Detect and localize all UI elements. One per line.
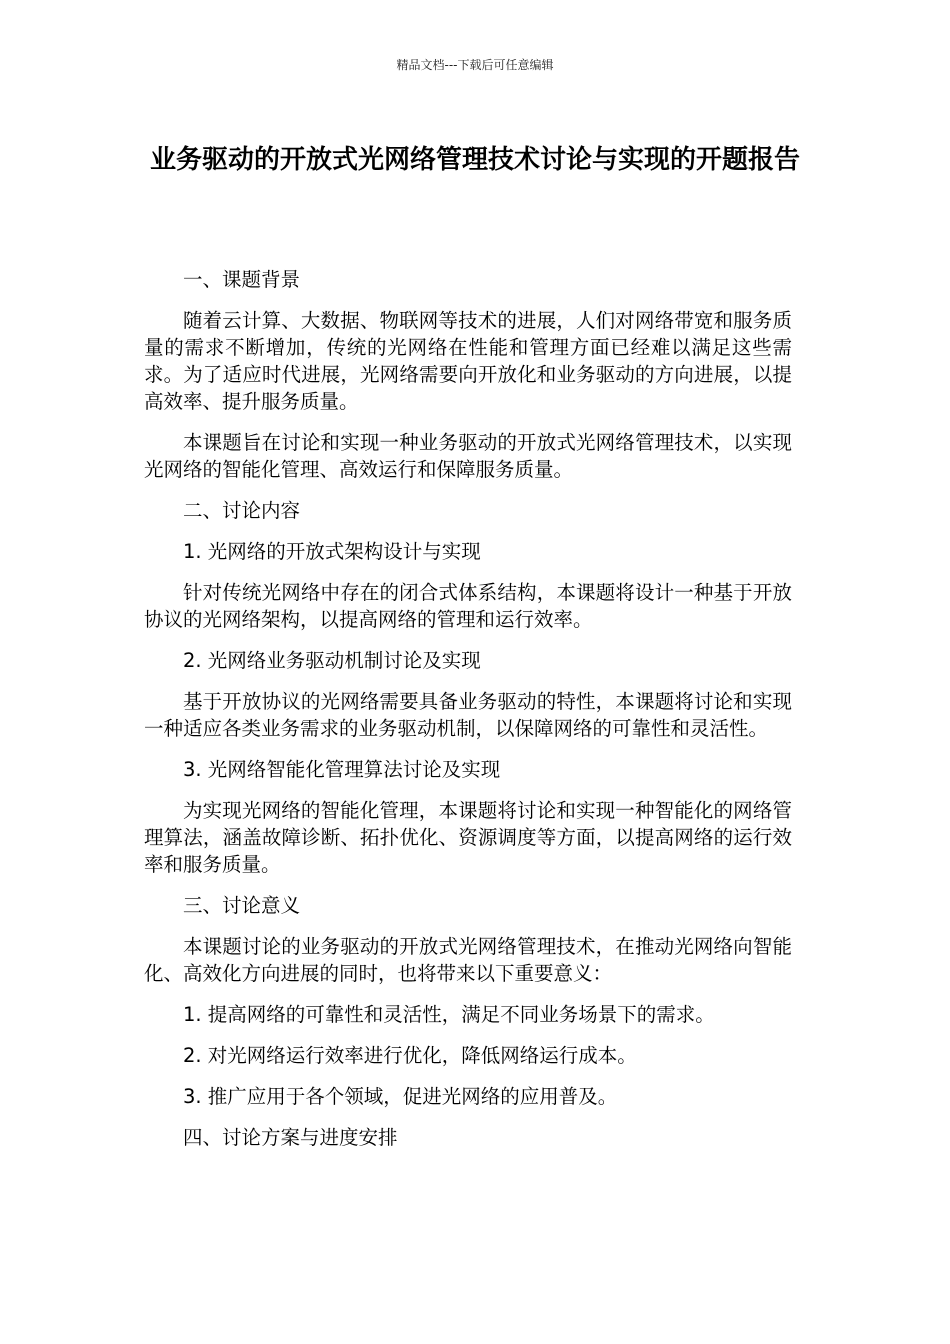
paragraph-architecture: 针对传统光网络中存在的闭合式体系结构，本课题将设计一种基于开放协议的光网络架构，以提高网络的管理和运行效率。 (144, 581, 792, 631)
section-heading-background: 一、课题背景 (183, 268, 301, 291)
paragraph-intelligent-management: 为实现光网络的智能化管理，本课题将讨论和实现一种智能化的网络管理算法，涵盖故障诊断、拓扑优化、资源调度等方面，以提高网络的运行效率和服务质量。 (144, 799, 792, 876)
document-title: 业务驱动的开放式光网络管理技术讨论与实现的开题报告 (149, 145, 800, 175)
subheading-service-driven: 2. 光网络业务驱动机制讨论及实现 (183, 649, 481, 672)
list-item-significance-2: 2. 对光网络运行效率进行优化，降低网络运行成本。 (183, 1044, 637, 1067)
section-heading-content: 二、讨论内容 (183, 499, 301, 522)
header-note: 精品文档---下载后可任意编辑 (396, 58, 554, 72)
paragraph-significance: 本课题讨论的业务驱动的开放式光网络管理技术，在推动光网络向智能化、高效化方向进展的同时，也将带来以下重要意义： (144, 935, 792, 985)
paragraph-background-2: 本课题旨在讨论和实现一种业务驱动的开放式光网络管理技术，以实现光网络的智能化管理、高效运行和保障服务质量。 (144, 431, 792, 481)
section-heading-plan: 四、讨论方案与进度安排 (183, 1126, 398, 1149)
subheading-architecture: 1. 光网络的开放式架构设计与实现 (183, 540, 481, 563)
subheading-intelligent-management: 3. 光网络智能化管理算法讨论及实现 (183, 758, 501, 781)
section-heading-significance: 三、讨论意义 (183, 894, 301, 917)
paragraph-background-1: 随着云计算、大数据、物联网等技术的进展，人们对网络带宽和服务质量的需求不断增加，传统的光网络在性能和管理方面已经难以满足这些需求。为了适应时代进展，光网络需要向开放化和业务驱动的方向进展，以提高效率、提升服务质量。 (144, 309, 792, 413)
document-body (144, 266, 792, 1165)
list-item-significance-3: 3. 推广应用于各个领域，促进光网络的应用普及。 (183, 1085, 618, 1108)
paragraph-service-driven: 基于开放协议的光网络需要具备业务驱动的特性，本课题将讨论和实现一种适应各类业务需求的业务驱动机制，以保障网络的可靠性和灵活性。 (144, 690, 792, 740)
list-item-significance-1: 1. 提高网络的可靠性和灵活性，满足不同业务场景下的需求。 (183, 1003, 715, 1026)
